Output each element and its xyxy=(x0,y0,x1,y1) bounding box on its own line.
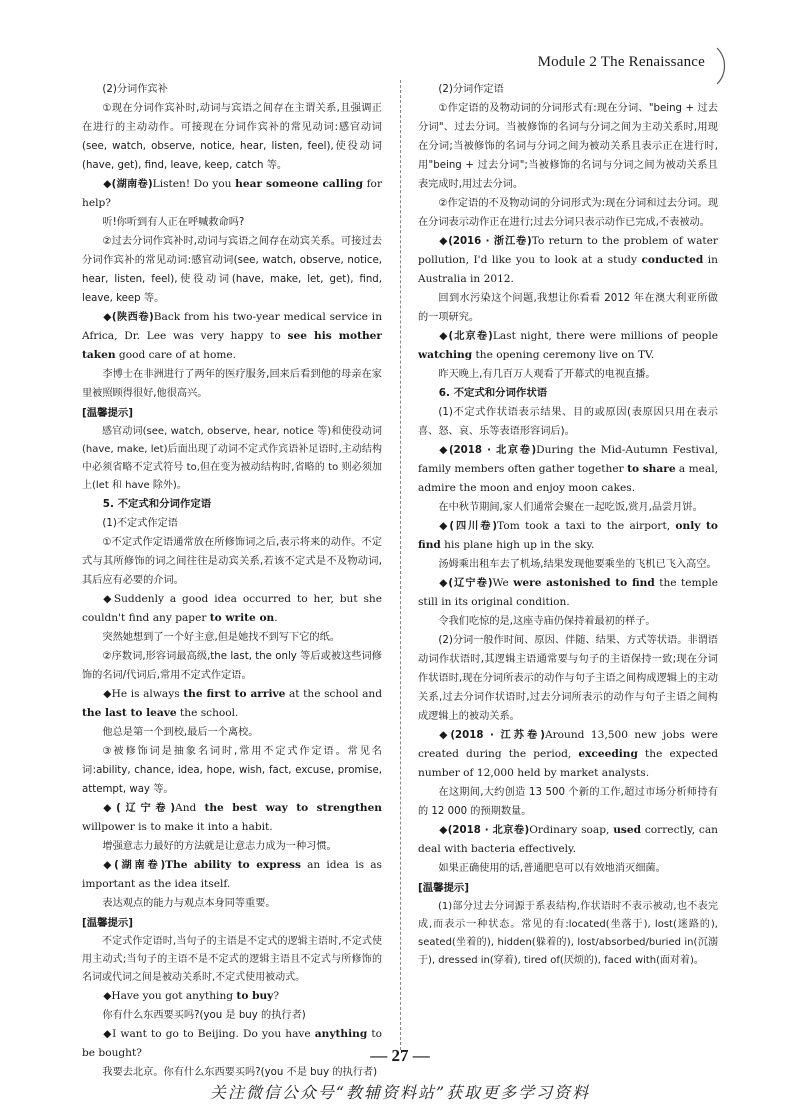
example-text: During the Mid-Autumn Festival, family members often gather together xyxy=(418,444,718,475)
example-text: Have you got anything xyxy=(111,990,237,1002)
bullet-diamond-icon: ◆ xyxy=(103,859,115,871)
example-text: . xyxy=(274,612,278,624)
tip-title: [温馨提示] xyxy=(418,882,470,894)
example-translation: 在这期间,大约创造 13 500 个新的工作,超过市场分析师持有的 12 000 的预期数量。 xyxy=(418,787,718,817)
paragraph: (1)不定式作状语表示结果、目的或原因(表原因只用在表示喜、怒、哀、乐等表语形容词后)。 xyxy=(418,407,718,437)
example-translation: 令我们吃惊的是,这座寺庙仍保持着最初的样子。 xyxy=(438,616,656,627)
page-number: — 27 — xyxy=(370,1046,430,1065)
example-highlight: see his mother taken xyxy=(82,330,382,361)
example-text: Last night, there were millions of people xyxy=(492,330,718,342)
example-text: Suddenly a good idea occurred to her, but she couldn't find any paper xyxy=(82,593,382,624)
example-text: good care of at home. xyxy=(115,349,237,361)
paragraph: ①作定语的及物动词的分词形式有:现在分词、"being + 过去分词"、过去分词。当被修饰的名词与分词之间为主动关系时,用现在分词;当被修饰的名词与分词之间为被动关系且表示正在进行时,用"being + 过去分词";当被修饰的名词与分词之间为被动关系且表完成时,用过去分词。 xyxy=(418,103,718,190)
example-translation: 突然她想到了一个好主意,但是她找不到写下它的纸。 xyxy=(102,632,340,643)
example-text: an idea is as important as the idea itself. xyxy=(82,859,382,890)
example-source: (北京卷) xyxy=(448,331,493,342)
example-text: the opening ceremony live on TV. xyxy=(472,349,655,361)
example-source: (四川卷) xyxy=(449,521,498,532)
bullet-diamond-icon: ◆ xyxy=(439,729,451,741)
example-text: Listen! Do you xyxy=(152,178,236,190)
example-text: He is always xyxy=(111,688,184,700)
section-heading: 5. 不定式和分词作定语 xyxy=(102,498,212,510)
example-sentence xyxy=(418,517,718,555)
example-highlight: used xyxy=(613,824,642,836)
example-text: a meal, admire the moon and enjoy moon cakes. xyxy=(418,463,718,494)
example-sentence xyxy=(418,821,718,859)
example-sentence xyxy=(82,685,382,723)
example-highlight: anything xyxy=(314,1028,368,1040)
example-source: (湖南卷) xyxy=(111,179,153,190)
left-column xyxy=(82,80,382,1082)
example-sentence xyxy=(82,799,382,837)
paragraph: ③被修饰词是抽象名词时,常用不定式作定语。常见名词:ability, chance, idea, hope, wish, fact, excuse, promise, attempt, way 等。 xyxy=(82,746,382,795)
paragraph: (2)分词一般作时间、原因、伴随、结果、方式等状语。非谓语动词作状语时,其逻辑主语通常要与句子的主语保持一致;现在分词作状语时,现在分词所表示的动作与句子主语之间构成逻辑上的主动关系,过去分词作状语时,过去分词所表示的动作与句子主语之间构成逻辑上的被动关系。 xyxy=(418,635,718,722)
example-text: Ordinary soap, xyxy=(529,824,614,836)
example-sentence xyxy=(418,574,718,612)
column-divider xyxy=(400,80,401,1050)
example-source: (湖南卷) xyxy=(114,860,166,871)
example-translation: 听!你听到有人正在呼喊救命吗? xyxy=(102,217,245,228)
bullet-diamond-icon: ◆ xyxy=(439,824,448,836)
example-text: to be bought? xyxy=(82,1028,382,1059)
example-source: (陕西卷) xyxy=(111,312,154,323)
example-text: Tom took a taxi to the airport, xyxy=(497,520,676,532)
example-sentence xyxy=(418,441,718,498)
example-text: ? xyxy=(273,990,280,1002)
running-header xyxy=(500,52,735,76)
example-source: (2018 · 北京卷) xyxy=(448,445,537,456)
paragraph: ①不定式作定语通常放在所修饰词之后,表示将来的动作。不定式与其所修饰的词之间往往是动宾关系,若该不定式是不及物动词,其后应有必要的介词。 xyxy=(82,537,382,586)
tip-text: 感官动词(see, watch, observe, hear, notice 等)和使役动词(have, make, let)后面出现了动词不定式作宾语补足语时,主动结构中必须省略不定式符号 to,但在变为被动结构时,省略的 to 则必须加上(let 和 have 除外)。 xyxy=(82,426,382,491)
example-translation: 我要去北京。你有什么东西要买吗?(you 不是 buy 的执行者) xyxy=(102,1067,378,1078)
bullet-diamond-icon: ◆ xyxy=(439,330,449,342)
example-translation: 昨天晚上,有几百万人观看了开幕式的电视直播。 xyxy=(438,369,656,380)
example-text: his plane high up in the sky. xyxy=(440,539,595,551)
example-text: at the school and xyxy=(285,688,382,700)
example-sentence xyxy=(82,987,382,1006)
example-highlight: The ability to express xyxy=(165,859,301,871)
example-highlight: the first to arrive xyxy=(183,688,286,700)
subheading: (2)分词作定语 xyxy=(438,84,504,95)
example-text: And xyxy=(175,802,205,814)
example-text: the temple still in its original condition. xyxy=(418,577,718,608)
subheading: (1)不定式作定语 xyxy=(102,518,178,529)
example-sentence xyxy=(82,590,382,628)
example-text: the expected number of 12,000 held by market analysts. xyxy=(418,748,718,779)
bullet-diamond-icon: ◆ xyxy=(103,990,112,1002)
tip-text: (1)部分过去分词源于系表结构,作状语时不表示被动,也不表完成,而表示一种状态。常见的有:located(坐落于), lost(迷路的), seated(坐着的), hidden(躲着的), lost/absorbed/buried in(沉溺于), dressed in(穿着), tired of(厌烦的), faced with(面对着)。 xyxy=(418,901,718,966)
example-text: Back from his two-year medical service in Africa, Dr. Lee was very happy to xyxy=(82,311,383,342)
example-translation: 你有什么东西要买吗?(you 是 buy 的执行者) xyxy=(102,1010,306,1021)
example-translation: 李博士在非洲进行了两年的医疗服务,回来后看到他的母亲在家里被照顾得很好,他很高兴。 xyxy=(82,369,382,399)
bullet-diamond-icon: ◆ xyxy=(103,178,112,190)
example-text: Around 13,500 new jobs were created during the period, xyxy=(418,729,718,760)
bullet-diamond-icon: ◆ xyxy=(103,688,112,700)
tip-text: 不定式作定语时,当句子的主语是不定式的逻辑主语时,不定式使用主动式;当句子的主语不是不定式的逻辑主语且不定式与所修饰的名词或代词之间是被动关系时,不定式使用被动式。 xyxy=(82,936,382,983)
subheading: (2)分词作宾补 xyxy=(102,84,168,95)
example-highlight: watching xyxy=(418,349,473,361)
footer-note: 关注微信公众号“教辅资料站”获取更多学习资料 xyxy=(209,1083,591,1102)
example-sentence xyxy=(82,175,382,213)
tip-title: [温馨提示] xyxy=(82,407,134,419)
paragraph: ②过去分词作宾补时,动词与宾语之间存在动宾关系。可接过去分词作宾补的常见动词:感官动词(see, watch, observe, notice, hear, listen, feel),使役动词(have, make, let, get), find, leave, keep 等。 xyxy=(82,236,382,304)
bullet-diamond-icon: ◆ xyxy=(103,311,112,323)
example-highlight: exceeding xyxy=(578,748,638,760)
example-source: (2016 · 浙江卷) xyxy=(448,236,532,247)
example-source: (2018 · 北京卷) xyxy=(447,825,530,836)
example-source: (辽宁卷) xyxy=(116,803,176,814)
example-source: (辽宁卷) xyxy=(448,578,493,589)
example-source: (2018 · 江苏卷) xyxy=(450,730,545,741)
example-translation: 回到水污染这个问题,我想让你看看 2012 年在澳大利亚所做的一项研究。 xyxy=(418,293,718,323)
example-sentence xyxy=(418,232,718,289)
bullet-diamond-icon: ◆ xyxy=(439,520,450,532)
tip-title: [温馨提示] xyxy=(82,917,134,929)
section-heading: 6. 不定式和分词作状语 xyxy=(438,387,548,399)
example-highlight: the last to leave xyxy=(82,707,177,719)
example-highlight: to share xyxy=(627,463,676,475)
example-translation: 增强意志力最好的方法就是让意志力成为一种习惯。 xyxy=(102,841,337,852)
right-column xyxy=(418,80,718,970)
example-sentence xyxy=(82,856,382,894)
example-sentence xyxy=(418,327,718,365)
example-sentence xyxy=(82,308,382,365)
example-text: I want to go to Beijing. Do you have xyxy=(112,1028,315,1040)
example-text: the school. xyxy=(176,707,239,719)
example-text: willpower is to make it into a habit. xyxy=(82,821,273,833)
bullet-diamond-icon: ◆ xyxy=(103,802,117,814)
example-highlight: only to find xyxy=(418,520,718,551)
example-highlight: hear someone calling xyxy=(235,178,363,190)
example-text: in Australia in 2012. xyxy=(418,254,718,285)
example-translation: 表达观点的能力与观点本身同等重要。 xyxy=(102,898,276,909)
example-translation: 在中秋节期间,家人们通常会聚在一起吃饭,赏月,品尝月饼。 xyxy=(438,502,703,513)
example-text: To return to the problem of water pollution, I'd like you to look at a study xyxy=(418,235,718,266)
example-text: We xyxy=(492,577,514,589)
example-translation: 他总是第一个到校,最后一个离校。 xyxy=(102,727,259,738)
example-translation: 汤姆乘出租车去了机场,结果发现他要乘坐的飞机已飞入高空。 xyxy=(438,559,717,570)
example-text: correctly, can deal with bacteria effectively. xyxy=(418,824,718,855)
header-title: Module 2 The Renaissance xyxy=(537,54,705,70)
example-text: for help? xyxy=(82,178,383,209)
example-highlight: to buy xyxy=(236,990,274,1002)
bullet-diamond-icon: ◆ xyxy=(103,1028,113,1040)
example-translation: 如果正确使用的话,普通肥皂可以有效地消灭细菌。 xyxy=(438,863,666,874)
bullet-diamond-icon: ◆ xyxy=(439,577,449,589)
example-highlight: to write on xyxy=(209,612,275,624)
paragraph: ①现在分词作宾补时,动词与宾语之间存在主谓关系,且强调正在进行的主动动作。可接现在分词作宾补的常见动词:感官动词(see, watch, observe, notice, hear, listen, feel),使役动词(have, get), find, leave, keep, catch 等。 xyxy=(82,103,382,171)
example-highlight: conducted xyxy=(641,254,704,266)
example-sentence xyxy=(418,726,718,783)
example-highlight: were astonished to find xyxy=(513,577,655,589)
bullet-diamond-icon: ◆ xyxy=(439,444,449,456)
example-highlight: the best way to strengthen xyxy=(204,802,383,814)
bullet-diamond-icon: ◆ xyxy=(439,235,449,247)
paragraph: ②作定语的不及物动词的分词形式为:现在分词和过去分词。现在分词表示动作正在进行;过去分词只表示动作已完成,不表被动。 xyxy=(418,198,718,228)
paragraph: ②序数词,形容词最高级,the last, the only 等后或被这些词修饰的名词/代词后,常用不定式作定语。 xyxy=(82,651,382,681)
bullet-diamond-icon: ◆ xyxy=(103,593,114,605)
